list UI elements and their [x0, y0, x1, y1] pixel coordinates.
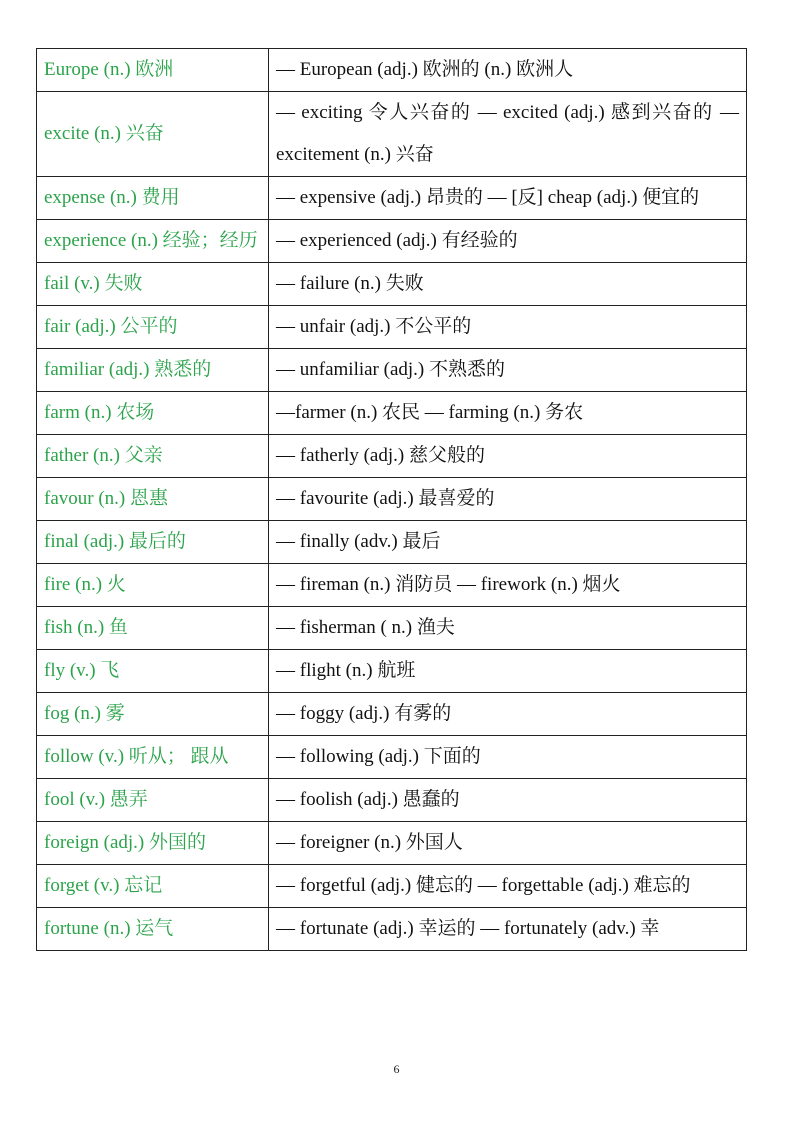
- page-number: 6: [393, 1062, 400, 1076]
- table-row: [37, 49, 747, 92]
- table-row: [37, 306, 747, 349]
- table-row: [37, 865, 747, 908]
- headword-cell: farm (n.) 农场: [37, 392, 269, 435]
- derivatives-cell: — fireman (n.) 消防员 — firework (n.) 烟火: [269, 564, 747, 607]
- derivatives-cell: — foreigner (n.) 外国人: [269, 822, 747, 865]
- derivatives-cell: —farmer (n.) 农民 — farming (n.) 务农: [269, 392, 747, 435]
- headword-cell: fair (adj.) 公平的: [37, 306, 269, 349]
- derivatives-cell: — fisherman ( n.) 渔夫: [269, 607, 747, 650]
- table-row: [37, 349, 747, 392]
- table-row: [37, 908, 747, 951]
- table-row: [37, 822, 747, 865]
- headword-cell: final (adj.) 最后的: [37, 521, 269, 564]
- headword-cell: excite (n.) 兴奋: [37, 92, 269, 177]
- table-row: [37, 92, 747, 177]
- table-row: [37, 779, 747, 822]
- headword-cell: Europe (n.) 欧洲: [37, 49, 269, 92]
- headword-cell: fly (v.) 飞: [37, 650, 269, 693]
- derivatives-cell: — fortunate (adj.) 幸运的 — fortunately (adv.) 幸: [269, 908, 747, 951]
- derivatives-cell: — exciting 令人兴奋的 — excited (adj.) 感到兴奋的 — excitement (n.) 兴奋: [269, 92, 747, 177]
- headword-cell: fortune (n.) 运气: [37, 908, 269, 951]
- table-row: [37, 736, 747, 779]
- table-row: [37, 607, 747, 650]
- table-row: [37, 220, 747, 263]
- derivatives-cell: — following (adj.) 下面的: [269, 736, 747, 779]
- headword-cell: fish (n.) 鱼: [37, 607, 269, 650]
- headword-cell: fool (v.) 愚弄: [37, 779, 269, 822]
- table-row: [37, 177, 747, 220]
- headword-cell: father (n.) 父亲: [37, 435, 269, 478]
- table-row: [37, 478, 747, 521]
- derivatives-cell: — foggy (adj.) 有雾的: [269, 693, 747, 736]
- derivatives-cell: — flight (n.) 航班: [269, 650, 747, 693]
- derivatives-cell: — finally (adv.) 最后: [269, 521, 747, 564]
- derivatives-cell: — European (adj.) 欧洲的 (n.) 欧洲人: [269, 49, 747, 92]
- table-row: [37, 564, 747, 607]
- headword-cell: forget (v.) 忘记: [37, 865, 269, 908]
- headword-cell: foreign (adj.) 外国的: [37, 822, 269, 865]
- headword-cell: follow (v.) 听从； 跟从: [37, 736, 269, 779]
- table-row: [37, 263, 747, 306]
- derivatives-cell: — favourite (adj.) 最喜爱的: [269, 478, 747, 521]
- derivatives-cell: — expensive (adj.) 昂贵的 — [反] cheap (adj.) 便宜的: [269, 177, 747, 220]
- headword-cell: fog (n.) 雾: [37, 693, 269, 736]
- derivatives-cell: — failure (n.) 失败: [269, 263, 747, 306]
- headword-cell: fire (n.) 火: [37, 564, 269, 607]
- derivatives-cell: — unfamiliar (adj.) 不熟悉的: [269, 349, 747, 392]
- derivatives-cell: — experienced (adj.) 有经验的: [269, 220, 747, 263]
- vocabulary-table: [36, 48, 747, 951]
- headword-cell: fail (v.) 失败: [37, 263, 269, 306]
- derivatives-cell: — fatherly (adj.) 慈父般的: [269, 435, 747, 478]
- table-row: [37, 435, 747, 478]
- headword-cell: experience (n.) 经验；经历: [37, 220, 269, 263]
- derivatives-cell: — foolish (adj.) 愚蠢的: [269, 779, 747, 822]
- headword-cell: expense (n.) 费用: [37, 177, 269, 220]
- headword-cell: favour (n.) 恩惠: [37, 478, 269, 521]
- headword-cell: familiar (adj.) 熟悉的: [37, 349, 269, 392]
- derivatives-cell: — unfair (adj.) 不公平的: [269, 306, 747, 349]
- table-row: [37, 650, 747, 693]
- table-row: [37, 392, 747, 435]
- derivatives-cell: — forgetful (adj.) 健忘的 — forgettable (adj.) 难忘的: [269, 865, 747, 908]
- table-row: [37, 693, 747, 736]
- table-row: [37, 521, 747, 564]
